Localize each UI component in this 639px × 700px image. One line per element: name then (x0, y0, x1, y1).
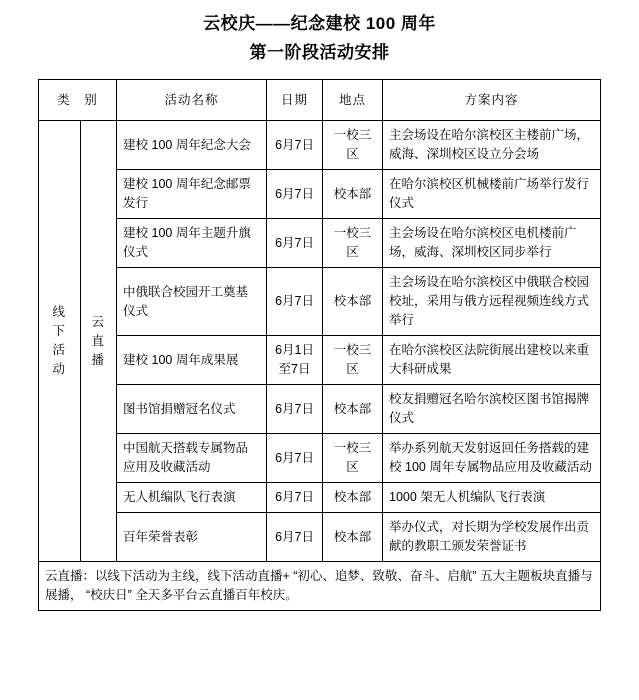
activity-content: 校友捐赠冠名哈尔滨校区图书馆揭牌仪式 (383, 385, 601, 434)
activity-name: 无人机编队飞行表演 (117, 483, 267, 513)
activity-name: 建校 100 周年主题升旗仪式 (117, 219, 267, 268)
activity-content: 主会场设在哈尔滨校区中俄联合校园校址，采用与俄方远程视频连线方式举行 (383, 268, 601, 336)
activity-date: 6月1日至7日 (267, 336, 323, 385)
table-row (39, 121, 601, 170)
table-note-row (39, 562, 601, 611)
activity-place: 一校三区 (323, 336, 383, 385)
activity-date: 6月7日 (267, 268, 323, 336)
activity-place: 校本部 (323, 513, 383, 562)
category-main-cell (39, 121, 81, 562)
activity-name: 建校 100 周年成果展 (117, 336, 267, 385)
category-sub-cell (81, 121, 117, 562)
title-line-2: 第一阶段活动安排 (249, 43, 390, 62)
category-main-label: 线下活动 (52, 305, 68, 376)
activity-date: 6月7日 (267, 483, 323, 513)
activity-content: 在哈尔滨校区法院街展出建校以来重大科研成果 (383, 336, 601, 385)
table-header-row (39, 80, 601, 121)
category-sub-label: 云直播 (91, 314, 107, 367)
activity-date: 6月7日 (267, 385, 323, 434)
header-date: 日期 (267, 80, 323, 121)
table-row (39, 336, 601, 385)
table-row (39, 385, 601, 434)
activity-place: 校本部 (323, 170, 383, 219)
activity-date: 6月7日 (267, 219, 323, 268)
activity-place: 校本部 (323, 483, 383, 513)
table-row (39, 434, 601, 483)
activity-date: 6月7日 (267, 170, 323, 219)
activity-date: 6月7日 (267, 434, 323, 483)
activity-name: 中国航天搭载专属物品应用及收藏活动 (117, 434, 267, 483)
activity-place: 一校三区 (323, 219, 383, 268)
activity-content: 举办仪式，对长期为学校发展作出贡献的教职工颁发荣誉证书 (383, 513, 601, 562)
table-row (39, 268, 601, 336)
document-title (38, 0, 601, 67)
activity-place: 一校三区 (323, 434, 383, 483)
activity-content: 主会场设在哈尔滨校区电机楼前广场，威海、深圳校区同步举行 (383, 219, 601, 268)
activity-name: 建校 100 周年纪念邮票发行 (117, 170, 267, 219)
table-note: 云直播：以线下活动为主线，线下活动直播+ “初心、追梦、致敬、奋斗、启航” 五大主题板块直播与展播， “校庆日” 全天多平台云直播百年校庆。 (39, 562, 601, 611)
schedule-table (38, 79, 601, 611)
header-place: 地点 (323, 80, 383, 121)
table-row (39, 513, 601, 562)
activity-name: 建校 100 周年纪念大会 (117, 121, 267, 170)
activity-content: 主会场设在哈尔滨校区主楼前广场，威海、深圳校区设立分会场 (383, 121, 601, 170)
activity-content: 1000 架无人机编队飞行表演 (383, 483, 601, 513)
activity-date: 6月7日 (267, 121, 323, 170)
table-row (39, 170, 601, 219)
title-line-1: 云校庆——纪念建校 100 周年 (203, 14, 436, 33)
activity-name: 图书馆捐赠冠名仪式 (117, 385, 267, 434)
header-content: 方案内容 (383, 80, 601, 121)
activity-place: 校本部 (323, 268, 383, 336)
activity-place: 校本部 (323, 385, 383, 434)
activity-place: 一校三区 (323, 121, 383, 170)
header-category: 类 别 (39, 80, 117, 121)
activity-date: 6月7日 (267, 513, 323, 562)
activity-content: 在哈尔滨校区机械楼前广场举行发行仪式 (383, 170, 601, 219)
table-row (39, 483, 601, 513)
activity-name: 中俄联合校园开工奠基仪式 (117, 268, 267, 336)
header-activity-name: 活动名称 (117, 80, 267, 121)
activity-content: 举办系列航天发射返回任务搭载的建校 100 周年专属物品应用及收藏活动 (383, 434, 601, 483)
activity-name: 百年荣誉表彰 (117, 513, 267, 562)
table-row (39, 219, 601, 268)
